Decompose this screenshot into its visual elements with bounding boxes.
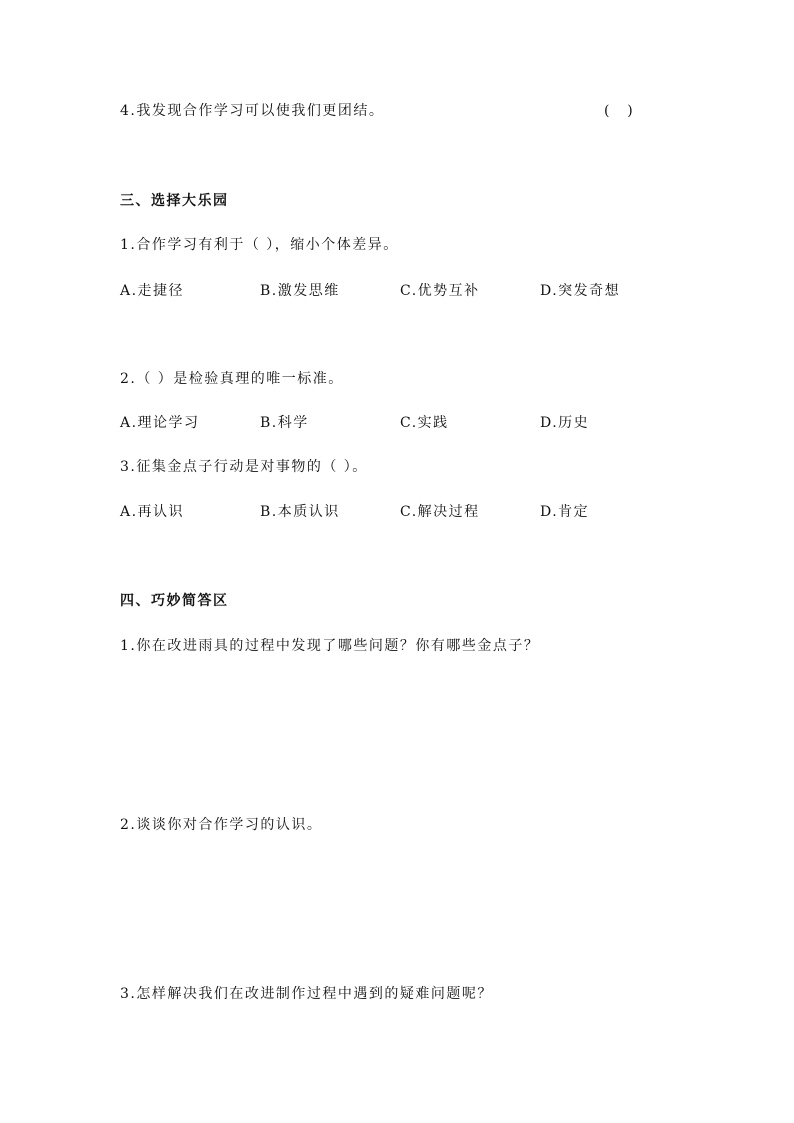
option-d: D.历史 [540, 415, 590, 431]
option-c: C.优势互补 [400, 283, 480, 299]
section-heading-choice: 三、选择大乐园 [120, 193, 229, 209]
option-a: A.再认识 [120, 504, 185, 520]
judgment-answer-blank: ( ) [604, 103, 633, 119]
choice-question-3: 3.征集金点子行动是对事物的（ ）。 [120, 459, 368, 475]
choice-question-2: 2.（ ）是检验真理的唯一标准。 [120, 371, 344, 387]
option-a: A.理论学习 [120, 415, 200, 431]
option-a: A.走捷径 [120, 283, 185, 299]
option-b: B.激发思维 [260, 283, 340, 299]
choice-question-3-options [120, 503, 680, 521]
short-answer-question-1: 1.你在改进雨具的过程中发现了哪些问题？你有哪些金点子？ [120, 638, 540, 654]
option-b: B.科学 [260, 415, 309, 431]
choice-question-2-options [120, 414, 680, 432]
option-c: C.实践 [400, 415, 449, 431]
choice-question-1: 1.合作学习有利于（ ），缩小个体差异。 [120, 237, 399, 253]
short-answer-question-2: 2.谈谈你对合作学习的认识。 [120, 817, 323, 833]
option-d: D.突发奇想 [540, 283, 621, 299]
short-answer-question-3: 3.怎样解决我们在改进制作过程中遇到的疑难问题呢？ [120, 986, 493, 1002]
judgment-question-4: 4.我发现合作学习可以使我们更团结。 [120, 103, 385, 119]
choice-question-1-options [120, 282, 680, 300]
section-heading-short-answer: 四、巧妙简答区 [120, 593, 229, 609]
option-c: C.解决过程 [400, 504, 480, 520]
option-d: D.肯定 [540, 504, 590, 520]
option-b: B.本质认识 [260, 504, 340, 520]
